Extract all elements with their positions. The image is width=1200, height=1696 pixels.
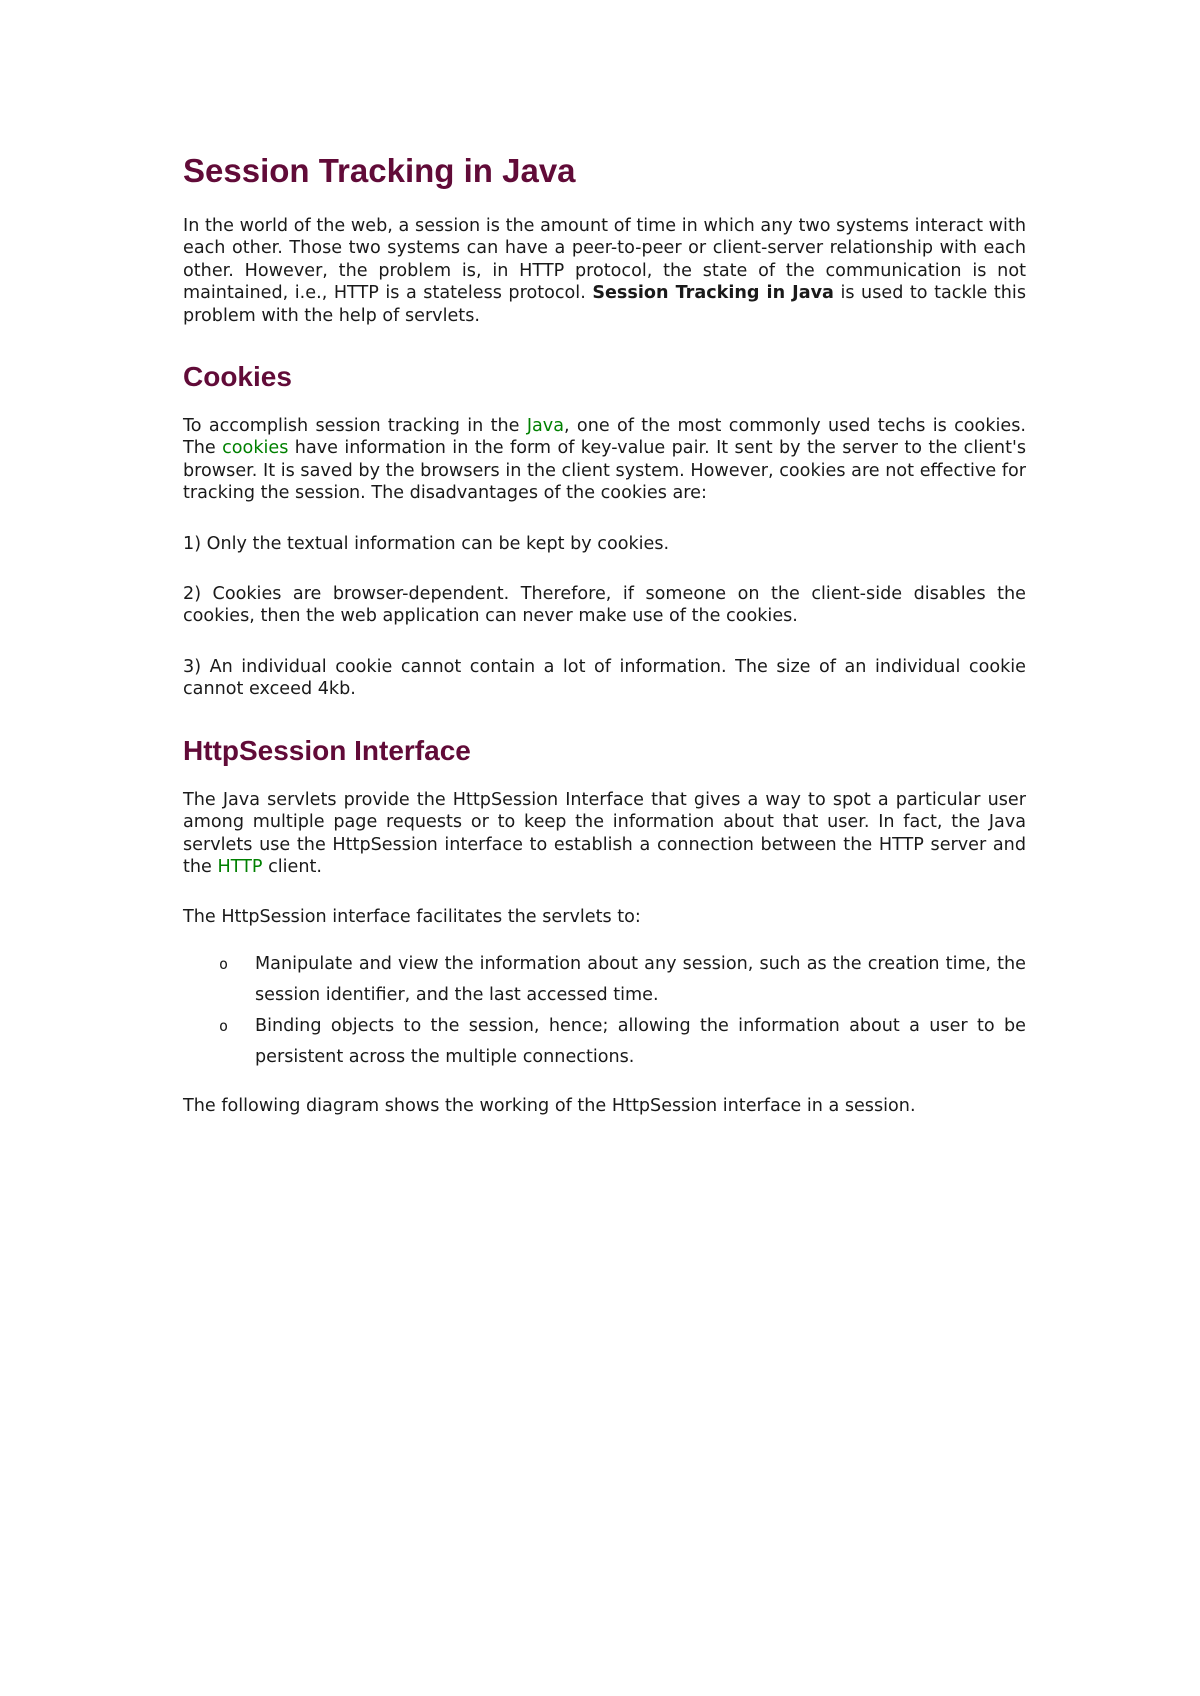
bullet-marker: o — [219, 1016, 229, 1035]
page-title: Session Tracking in Java — [183, 152, 576, 189]
cookies-text-1: To accomplish session tracking in the — [183, 416, 527, 437]
httpsession-text-2: client. — [262, 856, 323, 877]
httpsession-heading: HttpSession Interface — [183, 734, 471, 766]
diagram-intro: The following diagram shows the working of the HttpSession interface in a session. — [183, 1095, 916, 1116]
intro-text-end: is used to tackle this problem with the help of servlets. — [183, 283, 1026, 326]
bullet-text: Binding objects to the session, hence; allowing the information about a user to be persistent across the multiple connections. — [255, 1015, 1026, 1067]
document-page — [183, 150, 1026, 1117]
cookies-heading: Cookies — [183, 361, 292, 393]
httpsession-text-1: The Java servlets provide the HttpSession Interface that gives a way to spot a particular user among multiple page requests or to keep the information about that user. In fact, the Java servlets use the HttpSession interface to establish a connection between the HTTP server and the — [183, 789, 1026, 877]
cookies-text-2: , one of the most commonly used techs is cookies. The — [183, 416, 1026, 459]
http-link[interactable]: HTTP — [217, 856, 263, 877]
cookies-link[interactable]: cookies — [222, 438, 289, 459]
bullet-marker: o — [219, 954, 229, 973]
cookies-point-1: 1) Only the textual information can be kept by cookies. — [183, 533, 670, 554]
intro-bold-term: Session Tracking in Java — [592, 283, 834, 304]
intro-text: In the world of the web, a session is the amount of time in which any two systems interact with each other. Those two systems can have a peer-to-peer or client-server relationship with each other. However, the problem is, in HTTP protocol, the state of the communication is not maintained, i.e., HTTP is a stateless protocol. — [183, 216, 1026, 304]
cookies-point-2: 2) Cookies are browser-dependent. Therefore, if someone on the client-side disables the cookies, then the web application can never make use of the cookies. — [183, 584, 1026, 627]
httpsession-intro-list: The HttpSession interface facilitates the servlets to: — [183, 907, 641, 928]
list-item — [183, 1011, 1026, 1073]
list-item — [183, 949, 1026, 1011]
intro-paragraph — [183, 215, 1026, 327]
httpsession-bullet-list — [183, 949, 1026, 1073]
cookies-text-3: have information in the form of key-value pair. It sent by the server to the client's browser. It is saved by the browsers in the client system. However, cookies are not effective for tracking the session. The disadvantages of the cookies are: — [183, 438, 1026, 504]
java-link[interactable]: Java — [526, 416, 564, 437]
httpsession-paragraph — [183, 789, 1026, 879]
cookies-paragraph — [183, 415, 1026, 505]
bullet-text: Manipulate and view the information about any session, such as the creation time, the session identifier, and the last accessed time. — [255, 953, 1026, 1005]
cookies-point-3: 3) An individual cookie cannot contain a lot of information. The size of an individual cookie cannot exceed 4kb. — [183, 656, 1026, 700]
